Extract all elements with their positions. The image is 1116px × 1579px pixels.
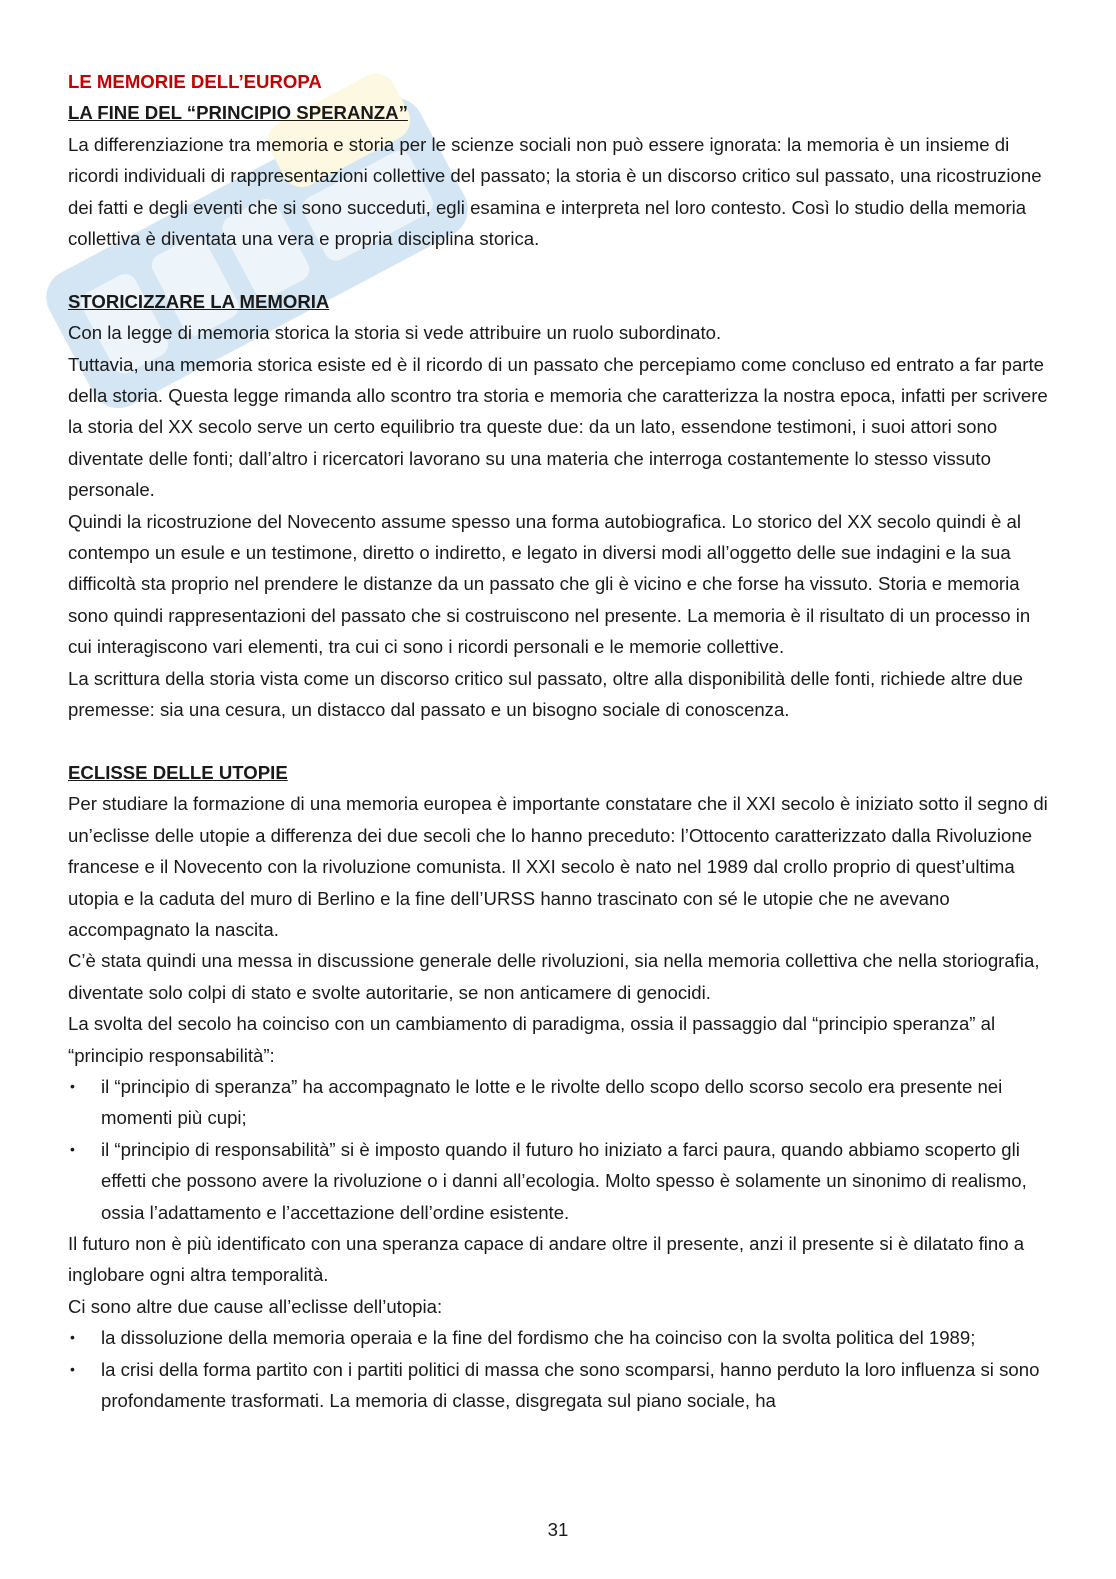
paragraph: La svolta del secolo ha coinciso con un cambiamento di paradigma, ossia il passaggio dal “principio speranza” al “principio responsabilità”: [68,1013,996,1066]
bullet-icon: • [70,1140,75,1157]
bullet-icon: • [70,1077,75,1094]
paragraph: Il futuro non è più identificato con una speranza capace di andare oltre il presente, anzi il presente si è dilatato fino a inglobare ogni altra temporalità. [68,1233,1025,1286]
paragraph: La differenziazione tra memoria e storia per le scienze sociali non può essere ignorata: la memoria è un insieme di ricordi individuali di rappresentazioni collettive del passato; la storia è un discorso critico sul passato, una ricostruzione dei fatti e degli eventi che si sono succeduti, egli esamina e interpreta nel loro contesto. Così lo studio della memoria collettiva è diventata una vera e propria disciplina storica. [68,133,1042,250]
list-item [68,1354,1048,1417]
list-item [68,1071,1048,1134]
paragraph: Per studiare la formazione di una memoria europea è importante constatare che il XXI secolo è iniziato sotto il segno di un’eclisse delle utopie a differenza dei due secoli che lo hanno preceduto: l’Ottocento caratterizzato dalla Rivoluzione francese e il Novecento con la rivoluzione comunista. Il XXI secolo è nato nel 1989 dal crollo proprio di quest’ultima utopia e la caduta del muro di Berlino e la fine dell’URSS hanno trascinato con sé le utopie che ne avevano accompagnato la nascita. [68,793,1048,940]
section-heading-storicizzare: STORICIZZARE LA MEMORIA [68,290,330,312]
list-item-text: il “principio di speranza” ha accompagnato le lotte e le rivolte dello scopo dello scorso secolo era presente nei momenti più cupi; [101,1075,1003,1129]
bullet-icon: • [70,1360,75,1377]
list-item-text: il “principio di responsabilità” si è imposto quando il futuro ho iniziato a farci paura, quando abbiamo scoperto gli effetti che possono avere la rivoluzione o i danni all’ecologia. Molto spesso è solamente un sinonimo di realismo, ossia l’adattamento e l’accettazione dell’ordine esistente. [101,1138,1027,1223]
bullet-list-principi [68,1071,1048,1228]
page-content [68,66,1048,1416]
document-title: LE MEMORIE DELL’EUROPA [68,71,322,92]
list-item-text: la dissoluzione della memoria operaia e la fine del fordismo che ha coinciso con la svolta politica del 1989; [101,1327,976,1349]
list-item [68,1134,1048,1228]
section-heading-principio-speranza: LA FINE DEL “PRINCIPIO SPERANZA” [68,102,408,124]
bullet-list-cause [68,1322,1048,1416]
paragraph: Tuttavia, una memoria storica esiste ed è il ricordo di un passato che percepiamo come concluso ed entrato a far parte della storia. Questa legge rimanda allo scontro tra storia e memoria che caratterizza la nostra epoca, infatti per scrivere la storia del XX secolo serve un certo equilibrio tra queste due: da un lato, essendone testimoni, i suoi attori sono diventate delle fonti; dall’altro i ricercatori lavorano su una materia che interroga costantemente lo stesso vissuto personale. [68,353,1048,501]
paragraph: Con la legge di memoria storica la storia si vede attribuire un ruolo subordinato. [68,322,722,344]
paragraph: C’è stata quindi una messa in discussione generale delle rivoluzioni, sia nella memoria collettiva che nella storiografia, diventate solo colpi di stato e svolte autoritarie, se non anticamere di genocidi. [68,950,1040,1003]
paragraph: La scrittura della storia vista come un discorso critico sul passato, oltre alla disponibilità delle fonti, richiede altre due premesse: sia una cesura, un distacco dal passato e un bisogno sociale di conoscenza. [68,667,1023,721]
bullet-icon: • [70,1329,75,1346]
list-item-text: la crisi della forma partito con i partiti politici di massa che sono scomparsi, hanno perduto la loro influenza si sono profondamente trasformati. La memoria di classe, disgregata sul piano sociale, ha [101,1358,1040,1412]
page-number: 31 [547,1519,569,1540]
paragraph: Ci sono altre due cause all’eclisse dell’utopia: [68,1295,443,1317]
paragraph: Quindi la ricostruzione del Novecento assume spesso una forma autobiografica. Lo storico del XX secolo quindi è al contempo un esule e un testimone, diretto o indiretto, e legato in diversi modi all’oggetto delle sue indagini e la sua difficoltà sta proprio nel prendere le distanze da un passato che gli è vicino e che forse ha vissuto. Storia e memoria sono quindi rappresentazioni del passato che si costruiscono nel presente. La memoria è il risultato di un processo in cui interagiscono vari elementi, tra cui ci sono i ricordi personali e le memorie collettive. [68,510,1031,658]
section-heading-eclisse-utopie: ECLISSE DELLE UTOPIE [68,761,288,783]
spacer [68,726,1048,757]
list-item [68,1322,1048,1353]
spacer [68,254,1048,285]
